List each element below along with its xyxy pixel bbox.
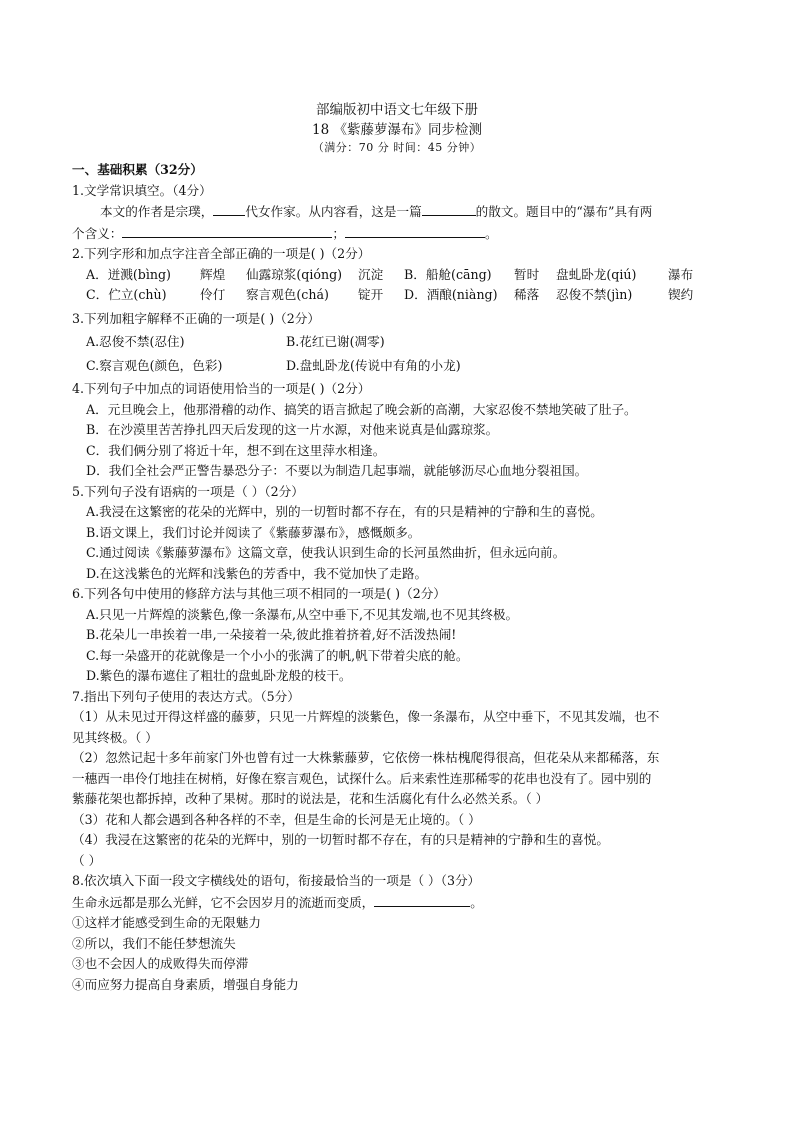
question-2-row-ab	[72, 265, 732, 286]
question-3-row-cd	[72, 356, 732, 377]
q1-text-b: 代女作家。从内容看，这是一篇	[245, 204, 422, 219]
doc-meta: （满分：70 分 时间：45 分钟）	[312, 141, 482, 154]
q2-a-3: 仙露琼浆(qióng)	[246, 266, 343, 282]
question-4-stem: 4.下列句子中加点的词语使用恰当的一项是( )（2分）	[72, 381, 371, 396]
q3-option-c: C.察言观色(颜色，色彩)	[86, 357, 223, 373]
question-2-row-cd	[72, 285, 732, 306]
q5-option-d: D.在这浅紫色的光辉和浅紫色的芳香中，我不觉加快了走路。	[86, 565, 428, 581]
q5-option-c: C.通过阅读《紫藤萝瀑布》这篇文章，使我认识到生命的长河虽然曲折，但永远向前。	[86, 545, 566, 560]
q7-sentence-4a: （4）我浸在这繁密的花朵的光辉中，别的一切暂时都不存在，有的只是精神的宁静和生的喜悦。	[72, 832, 609, 847]
q1-blank-meaning-2[interactable]	[345, 223, 485, 238]
q2-b-1: B．船舱(cāng)	[404, 266, 492, 282]
q2-b-2: 暂时	[514, 266, 540, 282]
q7-sentence-3: （3）花和人都会遇到各种各样的不幸，但是生命的长河是无止境的。（ ）	[72, 811, 481, 827]
q4-option-a: A．元旦晚会上，他那滑稽的动作、搞笑的语言掀起了晚会新的高潮，大家忍俊不禁地笑破了肚子。	[86, 401, 637, 417]
q6-option-b: B.花朵儿一串挨着一串,一朵接着一朵,彼此推着挤着,好不活泼热闹!	[86, 627, 457, 642]
q1-blank-genre[interactable]	[422, 201, 476, 216]
q8-lead-end: 。	[470, 894, 483, 910]
q1-text-c: 的散文。题目中的“瀑布”具有两	[475, 204, 653, 219]
q2-d-1: D．酒酿(niàng)	[404, 287, 498, 302]
section-heading: 一、基础积累（32分）	[72, 162, 203, 177]
q7-sentence-4b: （ ）	[72, 852, 102, 868]
q5-option-a: A.我浸在这繁密的花朵的光辉中，别的一切暂时都不存在，有的只是精神的宁静和生的喜悦。	[86, 504, 603, 519]
q2-b-4: 瀑布	[668, 266, 694, 282]
worksheet-content	[72, 160, 732, 995]
question-3-row-ab	[72, 332, 732, 353]
q1-blank-meaning-1[interactable]	[122, 223, 332, 238]
q2-c-2: 伶仃	[200, 287, 226, 302]
q7-sentence-2a: （2）忽然记起十多年前家门外也曾有过一大株紫藤萝，它依傍一株枯槐爬得很高，但花朵从来都稀落，东	[72, 750, 660, 765]
q8-lead-text: 生命永远都是那么光鲜，它不会因岁月的流逝而变质，	[72, 894, 375, 910]
q4-option-d: D．我们全社会严正警告暴恐分子：不要以为制造几起事端，就能够沥尽心血地分裂祖国。	[86, 463, 588, 478]
q2-c-3: 察言观色(chá)	[246, 287, 329, 302]
question-8-stem: 8.依次填入下面一段文字横线处的语句，衔接最恰当的一项是（ ）（3分）	[72, 873, 481, 888]
q8-lead-sentence	[72, 892, 732, 914]
question-5-stem: 5.下列句子没有语病的一项是（ ）（2分）	[72, 483, 304, 499]
q1-text-a: 本文的作者是宗璞，	[100, 204, 214, 219]
q1-end: 。	[484, 225, 498, 241]
doc-title: 部编版初中语文七年级下册	[316, 102, 478, 118]
q3-option-a: A.忍俊不禁(忍住)	[86, 334, 185, 349]
q7-sentence-1b: 见其终极。（ ）	[72, 729, 158, 745]
q1-text-d: 个含义：	[72, 225, 123, 241]
q8-option-2: ②所以，我们不能任梦想流失	[72, 935, 236, 951]
q8-option-3: ③也不会因人的成败得失而停滞	[72, 956, 249, 971]
question-3-stem: 3.下列加粗字解释不正确的一项是( )（2分）	[72, 310, 320, 326]
q6-option-d: D.紫色的瀑布遮住了粗壮的盘虬卧龙般的枝干。	[86, 668, 352, 683]
q8-blank[interactable]	[374, 892, 470, 907]
q2-d-2: 稀落	[514, 287, 540, 302]
q7-sentence-2c: 紫藤花架也都拆掉，改种了果树。那时的说法是，花和生活腐化有什么必然关系。（ ）	[72, 791, 549, 806]
question-1-stem: 1.文学常识填空。（4分）	[72, 182, 212, 198]
q5-option-b: B.语文课上，我们讨论并阅读了《紫藤萝瀑布》，感慨颇多。	[86, 524, 421, 540]
q2-c-1: C．伫立(chù)	[86, 287, 167, 302]
q6-option-c: C.每一朵盛开的花就像是一个小小的张满了的帆,帆下带着尖底的舱。	[86, 647, 469, 663]
q2-b-3: 盘虬卧龙(qiú)	[556, 266, 637, 282]
q2-d-3: 忍俊不禁(jìn)	[556, 287, 633, 302]
q7-sentence-1a: （1）从未见过开得这样盛的藤萝，只见一片辉煌的淡紫色，像一条瀑布，从空中垂下，不见其发端，也不	[72, 709, 660, 724]
q2-a-4: 沉淀	[358, 266, 384, 282]
question-7-stem: 7.指出下列句子使用的表达方式。（5分）	[72, 688, 300, 704]
q2-a-1: A．迸溅(bìng)	[86, 266, 171, 282]
q2-d-4: 锲约	[668, 287, 694, 302]
q1-blank-era[interactable]	[213, 201, 245, 216]
doc-subtitle: 18 《紫藤萝瀑布》同步检测	[312, 122, 482, 138]
q2-a-2: 辉煌	[200, 266, 226, 282]
question-1-line-1	[72, 201, 732, 223]
q2-c-4: 锭开	[358, 287, 384, 302]
q7-sentence-2b: 一穗西一串伶仃地挂在树梢，好像在察言观色，试探什么。后来索性连那稀零的花串也没有了。园中别的	[72, 770, 652, 786]
q6-option-a: A.只见一片辉煌的淡紫色,像一条瀑布,从空中垂下,不见其发端,也不见其终极。	[86, 606, 519, 622]
q4-option-c: C．我们俩分别了将近十年，想不到在这里萍水相逢。	[86, 442, 386, 458]
question-1-line-2	[72, 223, 732, 245]
q3-option-b: B.花红已谢(凋零)	[286, 334, 385, 349]
q8-option-1: ①这样才能感受到生命的无限魅力	[72, 915, 261, 930]
q4-option-b: B．在沙漠里苦苦挣扎四天后发现的这一片水源，对他来说真是仙露琼浆。	[86, 422, 499, 437]
question-6-stem: 6.下列各句中使用的修辞方法与其他三项不相同的一项是( )（2分）	[72, 586, 446, 601]
q3-option-d: D.盘虬卧龙(传说中有角的小龙)	[286, 357, 461, 373]
question-2-stem: 2.下列字形和加点字注音全部正确的一项是( )（2分）	[72, 246, 371, 261]
q1-sep: ；	[332, 225, 345, 241]
q8-option-4: ④而应努力提高自身素质，增强自身能力	[72, 976, 299, 992]
